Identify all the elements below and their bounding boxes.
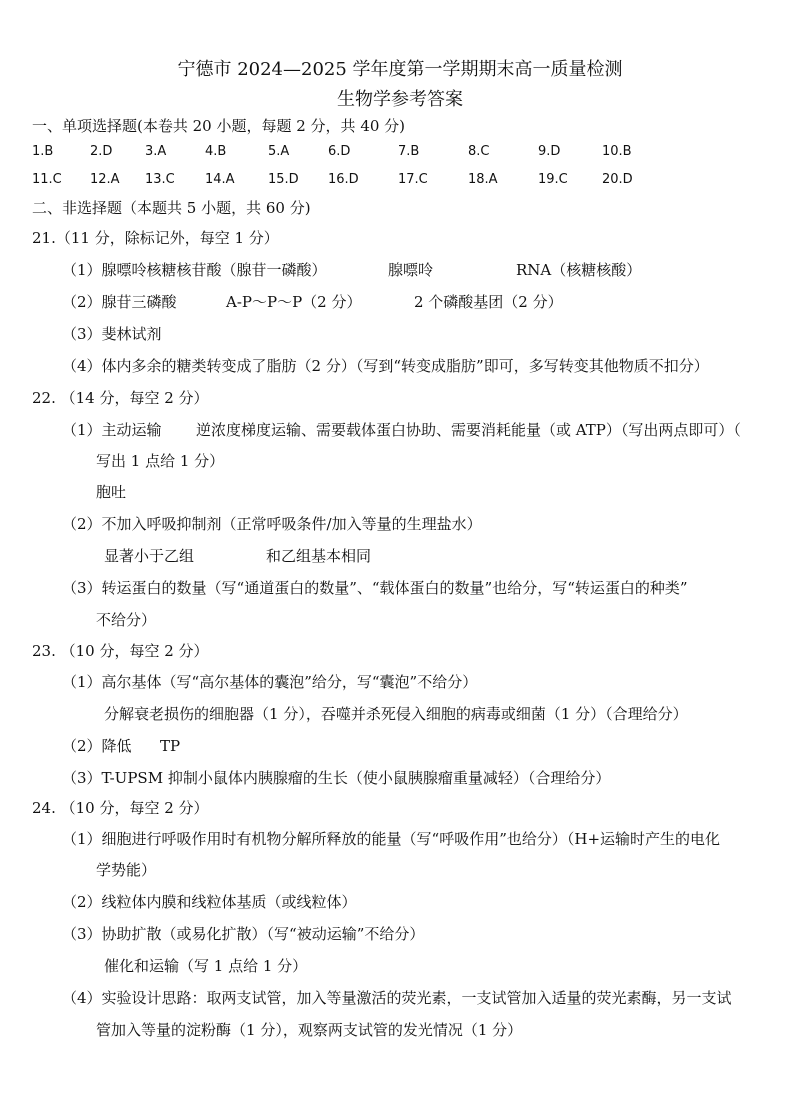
choice-answer: 1.B	[32, 144, 54, 159]
q23-answer-1: （1）高尔基体（写“高尔基体的囊泡”给分，写“囊泡”不给分）	[62, 673, 478, 691]
q24-heading: 24. （10 分，每空 2 分）	[32, 799, 209, 817]
q21-answer-1c: RNA（核糖核酸）	[516, 261, 642, 279]
page-title: 宁德市 2024—2025 学年度第一学期期末高一质量检测	[177, 59, 623, 80]
q21-answer-2b: A-P～P～P（2 分）	[226, 293, 362, 311]
q23-answer-2: （2）降低	[62, 737, 132, 755]
choice-answer: 15.D	[268, 172, 299, 187]
q22-answer-1d: 胞吐	[96, 483, 127, 501]
q22-answer-3: （3）转运蛋白的数量（写“通道蛋白的数量”、“载体蛋白的数量”也给分，写“转运蛋白的种类”	[62, 579, 688, 597]
q22-answer-1: （1）主动运输	[62, 421, 162, 439]
q22-answer-1b: 逆浓度梯度运输、需要载体蛋白协助、需要消耗能量（或 ATP）（写出两点即可）（	[196, 421, 741, 439]
q22-answer-1c: 写出 1 点给 1 分）	[96, 452, 225, 470]
choice-answer: 13.C	[145, 172, 175, 187]
q22-answer-3b: 不给分）	[96, 611, 157, 629]
q22-answer-2c: 和乙组基本相同	[266, 547, 372, 565]
q21-answer-2: （2）腺苷三磷酸	[62, 293, 177, 311]
choice-answer: 20.D	[602, 172, 633, 187]
choice-answer: 10.B	[602, 144, 632, 159]
choice-answer: 17.C	[398, 172, 428, 187]
section-heading-nonchoice: 二、非选择题（本题共 5 小题，共 60 分)	[32, 199, 311, 217]
q22-answer-2b: 显著小于乙组	[104, 547, 195, 565]
q21-answer-1b: 腺嘌呤	[388, 261, 434, 279]
q23-answer-2b: TP	[160, 737, 181, 755]
q24-answer-4: （4）实验设计思路：取两支试管，加入等量激活的荧光素，一支试管加入适量的荧光素酶，另一支试	[62, 989, 732, 1007]
q24-answer-4b: 管加入等量的淀粉酶（1 分），观察两支试管的发光情况（1 分）	[96, 1021, 523, 1039]
section-heading-choice: 一、单项选择题(本卷共 20 小题，每题 2 分，共 40 分)	[32, 117, 406, 135]
q23-answer-3: （3）T-UPSM 抑制小鼠体内胰腺瘤的生长（使小鼠胰腺瘤重量减轻）（合理给分）	[62, 769, 611, 787]
q24-answer-2: （2）线粒体内膜和线粒体基质（或线粒体）	[62, 893, 357, 911]
choice-answer: 6.D	[328, 144, 351, 159]
q21-heading: 21.（11 分，除标记外，每空 1 分）	[32, 229, 279, 247]
choice-answer: 4.B	[205, 144, 227, 159]
choice-answer: 7.B	[398, 144, 420, 159]
q22-answer-2: （2）不加入呼吸抑制剂（正常呼吸条件/加入等量的生理盐水）	[62, 515, 482, 533]
choice-answer: 3.A	[145, 144, 167, 159]
q24-answer-1b: 学势能）	[96, 861, 157, 879]
choice-answer: 5.A	[268, 144, 290, 159]
choice-answer: 2.D	[90, 144, 113, 159]
choice-answer: 16.D	[328, 172, 359, 187]
choice-answer: 18.A	[468, 172, 498, 187]
q23-answer-1b: 分解衰老损伤的细胞器（1 分），吞噬并杀死侵入细胞的病毒或细菌（1 分）（合理给分）	[104, 705, 688, 723]
choice-answer: 19.C	[538, 172, 568, 187]
q24-answer-3b: 催化和运输（写 1 点给 1 分）	[104, 957, 308, 975]
choice-answer: 8.C	[468, 144, 490, 159]
q21-answer-2c: 2 个磷酸基团（2 分）	[414, 293, 563, 311]
q21-answer-4: （4）体内多余的糖类转变成了脂肪（2 分）（写到“转变成脂肪”即可，多写转变其他物质不扣分）	[62, 357, 709, 375]
q24-answer-3: （3）协助扩散（或易化扩散）（写“被动运输”不给分）	[62, 925, 425, 943]
choice-answer: 11.C	[32, 172, 62, 187]
choice-answer: 12.A	[90, 172, 120, 187]
choice-answer: 9.D	[538, 144, 561, 159]
choice-answer: 14.A	[205, 172, 235, 187]
q21-answer-1: （1）腺嘌呤核糖核苷酸（腺苷一磷酸）	[62, 261, 327, 279]
q24-answer-1: （1）细胞进行呼吸作用时有机物分解所释放的能量（写“呼吸作用”也给分）（H+运输时产生的电化	[62, 830, 721, 848]
q21-answer-3: （3）斐林试剂	[62, 325, 162, 343]
q22-heading: 22. （14 分，每空 2 分）	[32, 389, 209, 407]
page-subtitle: 生物学参考答案	[337, 89, 463, 110]
q23-heading: 23. （10 分，每空 2 分）	[32, 642, 209, 660]
